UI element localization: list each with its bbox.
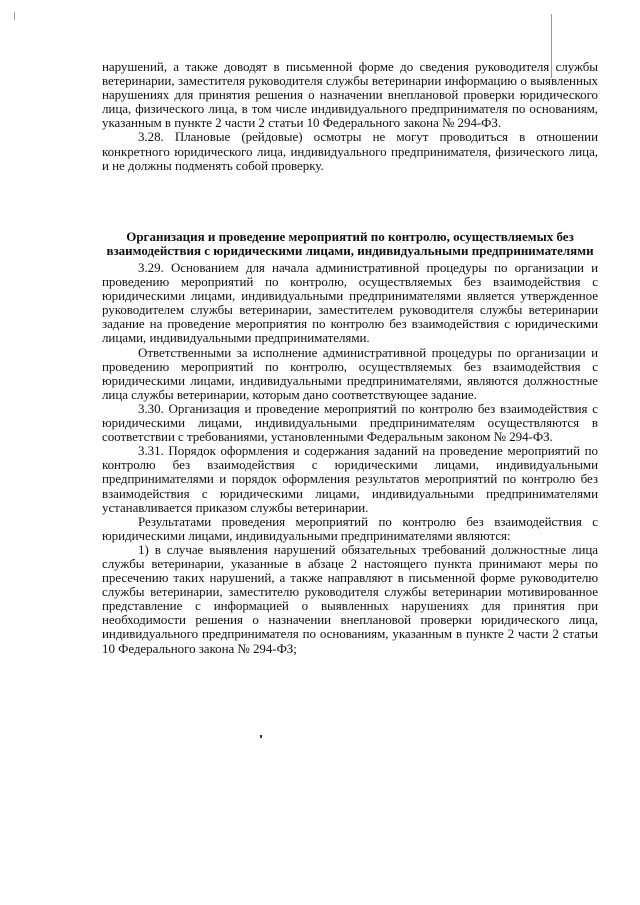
paragraph-3-29: 3.29. Основанием для начала административной процедуры по организации и проведению мероприятий по контролю, осуществляемых без взаимодействия с юридическими лицами, индивидуальными предпринимателями является утвержденное руководителем службы ветеринарии, заместителем руководителя службы ветеринарии задание на проведение мероприятия по контролю без взаимодействия с юридическими лицами, индивидуальными предпринимателями. <box>102 260 598 346</box>
paragraph-3-28: 3.28. Плановые (рейдовые) осмотры не могут проводиться в отношении конкретного юридического лица, индивидуального предпринимателя, физического лица, и не должны подменять собой проверку. <box>102 129 598 173</box>
paragraph-3-30: 3.30. Организация и проведение мероприятий по контролю без взаимодействия с юридическими лицами, индивидуальными предпринимателям осуществляются в соответствии с требованиями, установленными Федеральным законом № 294-ФЗ. <box>102 400 598 445</box>
intro-paragraph: нарушений, а также доводят в письменной форме до сведения руководителя службы ветеринарии, заместителя руководителя службы ветеринарии информацию о выявленных нарушениях для принятия решения о назначении внеплановой проверки юридического лица, физического лица, в том числе индивидуального предпринимателя по основаниям, указанным в пункте 2 части 2 статьи 10 Федерального закона № 294-ФЗ. <box>102 59 598 131</box>
paragraph-item-1: 1) в случае выявления нарушений обязательных требований должностные лица службы ветеринарии, указанные в абзаце 2 настоящего пункта принимают меры по пресечению таких нарушений, а также направляют в письменной форме руководителю службы ветеринарии, заместителю руководителя службы ветеринарии мотивированное представление с информацией о выявленных нарушениях для принятия при необходимости решения о назначении внеплановой проверки юридического лица, индивидуального предпринимателя по основаниям, указанным в пункте 2 части 2 статьи 10 Федерального закона № 294-ФЗ; <box>102 541 598 656</box>
paragraph-3-31: 3.31. Порядок оформления и содержания заданий на проведение мероприятий по контролю без взаимодействия с юридическими лицами, индивидуальными предпринимателями и порядок оформления результатов мероприятий по контролю без взаимодействия с юридическими лицами, индивидуальными предпринимателями устанавливается приказом службы ветеринарии. <box>102 443 598 515</box>
section-heading: Организация и проведение мероприятий по контролю, осуществляемых без взаимодействия с юридическими лицами, индивидуальными предпринимателями <box>106 229 594 259</box>
scan-edge-mark <box>14 12 15 20</box>
top-text-block <box>102 60 598 173</box>
scan-speck <box>260 735 262 738</box>
paragraph-responsible: Ответственными за исполнение административной процедуры по организации и проведению мероприятий по контролю, осуществляемых без взаимодействия с юридическими лицами, индивидуальными предпринимателями, являются должностные лица службы ветеринарии, которым дано соответствующее задание. <box>102 344 598 402</box>
main-text-block <box>102 261 598 656</box>
paragraph-results: Результатами проведения мероприятий по контролю без взаимодействия с юридическими лицами, индивидуальными предпринимателями являются: <box>102 513 598 543</box>
